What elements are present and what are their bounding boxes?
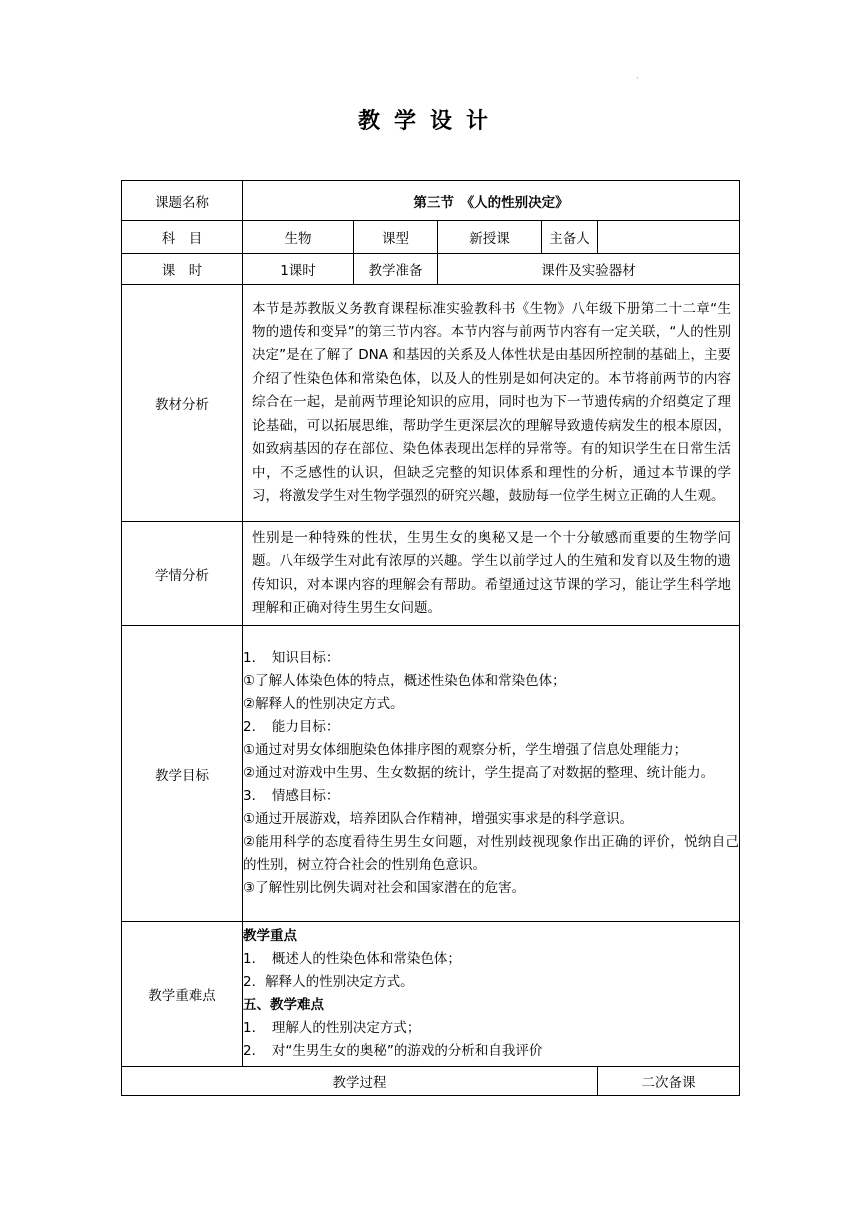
lesson-plan-table [121,180,740,1096]
row-hours [122,254,740,285]
page-mark: · [636,74,639,83]
objective-heading-emotion: 3． 情感目标： [243,788,340,804]
objective-item: ①通过开展游戏，培养团队合作精神，增强实事求是的科学意识。 [243,811,634,827]
textbook-analysis-cell [243,285,740,522]
row-process-header [122,1067,740,1096]
objective-item: ③了解性别比例失调对社会和国家潜在的危害。 [243,880,526,896]
objective-item: ②能用科学的态度看待生男生女问题，对性别歧视现象作出正确的评价，悦纳自己的性别，树立符合社会的性别角色意识。 [243,834,740,873]
preparer-value [598,221,740,254]
key-point-item: 2．解释人的性别决定方式。 [243,974,414,990]
objective-heading-ability: 2． 能力目标： [243,719,340,735]
label-learner-analysis: 学情分析 [122,522,243,626]
label-preparer: 主备人 [542,221,598,254]
label-preparation: 教学准备 [354,254,438,285]
learner-analysis-text: 性别是一种特殊的性状，生男生女的奥秘又是一个十分敏感而重要的生物学问题。八年级学生对此有浓厚的兴趣。学生以前学过人的生殖和发育以及生物的遗传知识，对本课内容的理解会有帮助。希望通过这节课的学习，能让学生科学地理解和正确对待生男生女问题。 [252,529,732,616]
objectives-cell [243,626,740,922]
difficult-point-item: 2． 对“生男生女的奥秘”的游戏的分析和自我评价 [243,1043,543,1059]
label-key-points: 教学重难点 [122,922,243,1067]
label-lesson-title: 课题名称 [122,181,243,221]
row-key-points [122,922,740,1067]
key-point-item: 1． 概述人的性染色体和常染色体； [243,951,461,967]
difficult-point-item: 1． 理解人的性别决定方式； [243,1020,421,1036]
teaching-process-header: 教学过程 [122,1067,598,1096]
row-subject [122,221,740,254]
objective-item: ②解释人的性别决定方式。 [243,696,404,712]
label-class-hours: 课 时 [122,254,243,285]
textbook-analysis-text: 本节是苏教版义务教育课程标准实验教科书《生物》八年级下册第二十二章“生物的遗传和变异”的第三节内容。本节内容与前两节内容有一定关联，“人的性别决定”是在了解了 DNA 和基因的关系及人体性状是由基因所控制的基础上，主要介绍了性染色体和常染色体，以及人的性别是如何决定的。本节将前两节的内容综合在一起，是前两节理论知识的应用，同时也为下一节遗传病的介绍奠定了理论基础，可以拓展思维，帮助学生更深层次的理解导致遗传病发生的根本原因，如致病基因的存在部位、染色体表现出怎样的异常等。有的知识学生在日常生活中，不乏感性的认识，但缺乏完整的知识体系和理性的分析，通过本节课的学习，将激发学生对生物学强烈的研究兴趣，鼓励每一位学生树立正确的人生观。 [252,300,732,504]
preparation-value: 课件及实验器材 [438,254,740,285]
label-textbook-analysis: 教材分析 [122,285,243,522]
objective-item: ②通过对游戏中生男、生女数据的统计，学生提高了对数据的整理、统计能力。 [243,765,715,781]
row-lesson-title [122,181,740,221]
lesson-title-value: 第三节 《人的性别决定》 [243,181,740,221]
difficult-points-heading: 五、教学难点 [243,997,324,1013]
label-objectives: 教学目标 [122,626,243,922]
subject-value: 生物 [243,221,354,254]
learner-analysis-cell [243,522,740,626]
objective-item: ①了解人体染色体的特点，概述性染色体和常染色体； [243,673,566,689]
document-title: 教学设计 [357,109,502,134]
objective-heading-knowledge: 1． 知识目标： [243,650,340,666]
second-revision-header: 二次备课 [598,1067,740,1096]
objective-item: ①通过对男女体细胞染色体排序图的观察分析，学生增强了信息处理能力； [243,742,688,758]
row-objectives [122,626,740,922]
class-hours-value: 1课时 [243,254,354,285]
label-subject: 科 目 [122,221,243,254]
label-lesson-type: 课型 [354,221,438,254]
key-points-heading: 教学重点 [243,928,297,944]
row-learner-analysis [122,522,740,626]
key-points-cell [243,922,740,1067]
lesson-type-value: 新授课 [438,221,542,254]
row-textbook-analysis [122,285,740,522]
